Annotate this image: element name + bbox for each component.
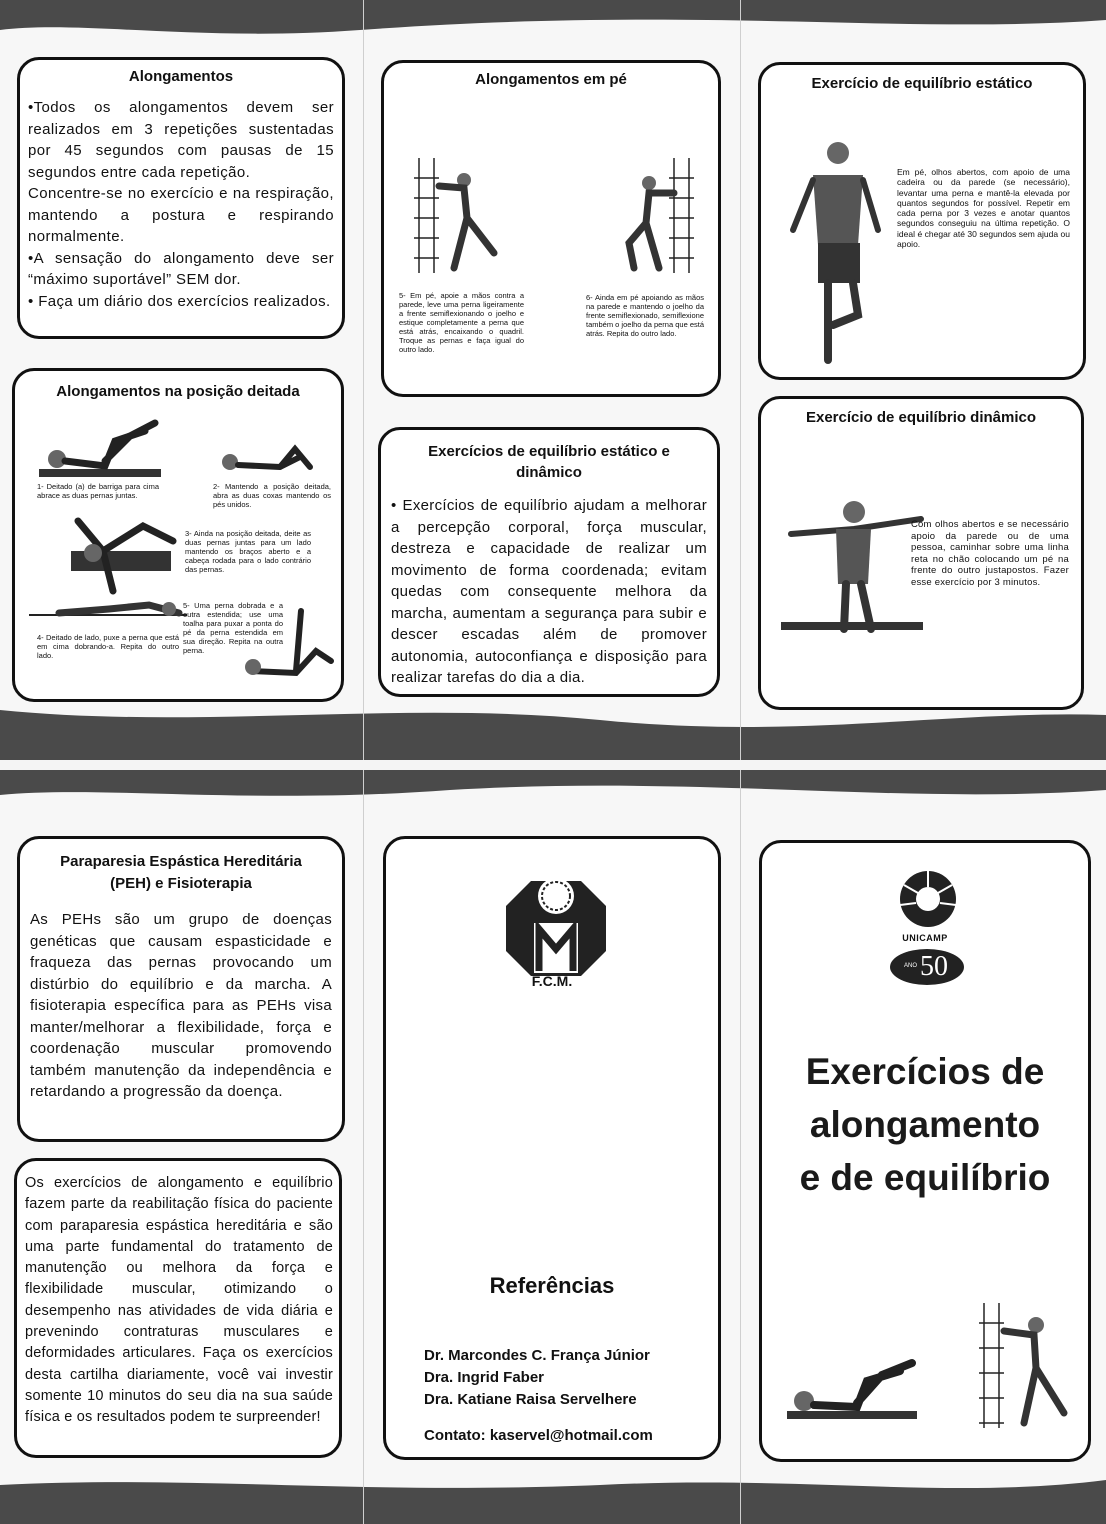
lying-open-thighs-figure: [210, 437, 330, 482]
fcm-logo: [501, 871, 611, 981]
contact-email: Contato: kaservel@hotmail.com: [424, 1427, 653, 1444]
badge-small-text: ANO: [904, 963, 918, 969]
panel-title: Alongamentos na posição deitada: [56, 383, 300, 400]
caption-2: 2- Mantendo a posição deitada, abra as duas coxas mantendo os pés unidos.: [213, 482, 331, 509]
panel-deitada: [12, 368, 344, 702]
references-heading: Referências: [489, 1273, 615, 1298]
panel-em-pe: [381, 60, 721, 397]
panel-peh: [17, 836, 345, 1142]
top-decorative-band: [0, 770, 1106, 820]
side-lying-figure: [29, 597, 187, 627]
reference-item: Dr. Marcondes C. França Júnior: [424, 1347, 650, 1364]
reference-item: Dra. Katiane Raisa Servelhere: [424, 1391, 637, 1408]
panel-estatico: [758, 62, 1086, 380]
paragraph: •Todos os alongamentos devem ser realizados em 3 repetições sustentadas por 45 segundos com pausas de 15 segundos entre cada repetição.: [28, 99, 334, 181]
cover-lying-figure: [782, 1343, 922, 1428]
panel-text: Os exercícios de alongamento e equilíbrio fazem parte da reabilitação física do paciente com paraparesia espástica hereditária e são uma parte fundamental do tratamento de manutenção ou melhora da força e flexibilidade muscular, otimizando o desempenho nas atividades de vida diária e prevenindo contraturas musculares e deformidades articulares. Faça os exercícios desta cartilha diariamente, você vai investir somente 10 minutos do seu dia na sua saúde física e os resultados podem te surpreender!: [25, 1175, 333, 1426]
fold-line: [363, 0, 364, 760]
standing-calf-stretch-figure: [409, 158, 509, 278]
panel-text: • Exercícios de equilíbrio ajudam a melhorar a percepção corporal, força muscular, destreza e capacidade de realizar um movimento de forma coordenada; evitam quedas com consequente melhora da marcha, aumentam a segurança para subir e descer escadas além de promover autonomia, autoconfiança e disposição para realizar tarefas do dia a dia.: [391, 497, 707, 686]
panel-title: Exercício de equilíbrio estático: [811, 75, 1033, 92]
cover-title-line: alongamento: [809, 1104, 1041, 1145]
caption-5: 5- Uma perna dobrada e a outra estendida; use uma toalha para puxar a ponta do pé da perna estendida em sua direção. Repita na outra perna.: [183, 601, 283, 655]
sheet-inside: [0, 0, 1106, 760]
anniversary-50-badge: [890, 949, 964, 985]
fcm-label: F.C.M.: [531, 973, 573, 989]
fold-line: [740, 770, 741, 1524]
panel-referencias: [383, 836, 721, 1460]
panel-title: Exercícios de equilíbrio estático e dinâmico: [428, 443, 670, 481]
sheet-outside: [0, 770, 1106, 1524]
single-leg-stand-figure: [783, 135, 883, 365]
caption-3: 3- Ainda na posição deitada, deite as duas pernas juntas para um lado mantendo os braços aberto e a cabeça rodada para o lado contrário das pernas.: [185, 529, 311, 574]
badge-number: 50: [920, 951, 948, 982]
caption-1: 1- Deitado (a) de barriga para cima abrace as duas pernas juntas.: [37, 482, 159, 500]
cover-title: [762, 1045, 1088, 1204]
panel-title: Exercício de equilíbrio dinâmico: [805, 409, 1037, 426]
caption-6: 6- Ainda em pé apoiando as mãos na parede e mantendo o joelho da frente semiflexionado, semiflexione também o joelho da perna que está atrás. Repita do outro lado.: [586, 293, 704, 338]
panel-reabilitacao: [14, 1158, 342, 1458]
paragraph: •A sensação do alongamento deve ser “máximo suportável” SEM dor.: [28, 249, 334, 288]
panel-text: Em pé, olhos abertos, com apoio de uma cadeira ou da parede (se necessário), levantar uma perna e mantê-la elevada por quantos segundos for possível. Repetir em cada perna por 3 vezes e anotar quantos segundos conseguiu na última repetição. O ideal é chegar até 30 segundos sem ajuda ou apoio.: [897, 167, 1070, 250]
lying-hug-knees-figure: [35, 411, 165, 486]
cover-title-line: Exercícios de: [805, 1051, 1045, 1092]
line-walking-figure: [776, 494, 926, 639]
panel-dinamico: [758, 396, 1084, 710]
unicamp-label: UNICAMP: [902, 933, 948, 943]
fold-line: [363, 770, 364, 1524]
lying-rotation-figure: [63, 511, 183, 601]
paragraph: Concentre-se no exercício e na respiração, mantendo a postura e respirando normalmente.: [28, 185, 334, 245]
panel-title: Alongamentos em pé: [475, 71, 627, 88]
reference-item: Dra. Ingrid Faber: [424, 1369, 545, 1386]
cover-title-line: e de equilíbrio: [799, 1157, 1051, 1198]
panel-capa: [759, 840, 1091, 1462]
caption-5: 5- Em pé, apoie a mãos contra a parede, leve uma perna ligeiramente a frente semiflexionando o joelho e estique completamente a perna que está atrás, encaixando o quadril. Troque as pernas e faça igual do outro lado.: [399, 291, 524, 354]
towel-stretch-figure: [241, 601, 337, 683]
panel-text: [28, 97, 334, 312]
standing-knee-bend-figure: [614, 158, 704, 278]
unicamp-logo: [890, 869, 966, 929]
references-list: [424, 1345, 650, 1411]
panel-title: Alongamentos: [128, 68, 234, 85]
panel-alongamentos: [17, 57, 345, 339]
panel-text: Com olhos abertos e se necessário apoio da parede ou de uma pessoa, caminhar sobre uma linha reta no chão colocando um pé na frente do outro justapostos. Fazer esse exercício por 3 minutos.: [911, 519, 1069, 588]
cover-standing-figure: [974, 1303, 1079, 1433]
panel-text: As PEHs são um grupo de doenças genéticas que causam espasticidade e fraqueza das pernas provocando um distúrbio do equilíbrio e da marcha. A fisioterapia específica para as PEHs visa manter/melhorar a flexibilidade, força e coordenação muscular promovendo também manutenção da independência e retardando a progressão da doença.: [30, 911, 332, 1100]
panel-estatico-dinamico: [378, 427, 720, 697]
paragraph: • Faça um diário dos exercícios realizados.: [28, 292, 331, 310]
panel-title: Paraparesia Espástica Hereditária (PEH) e Fisioterapia: [60, 853, 302, 892]
bottom-decorative-band: [0, 1460, 1106, 1524]
caption-4: 4- Deitado de lado, puxe a perna que está em cima dobrando-a. Repita do outro lado.: [37, 633, 179, 660]
fold-line: [740, 0, 741, 760]
